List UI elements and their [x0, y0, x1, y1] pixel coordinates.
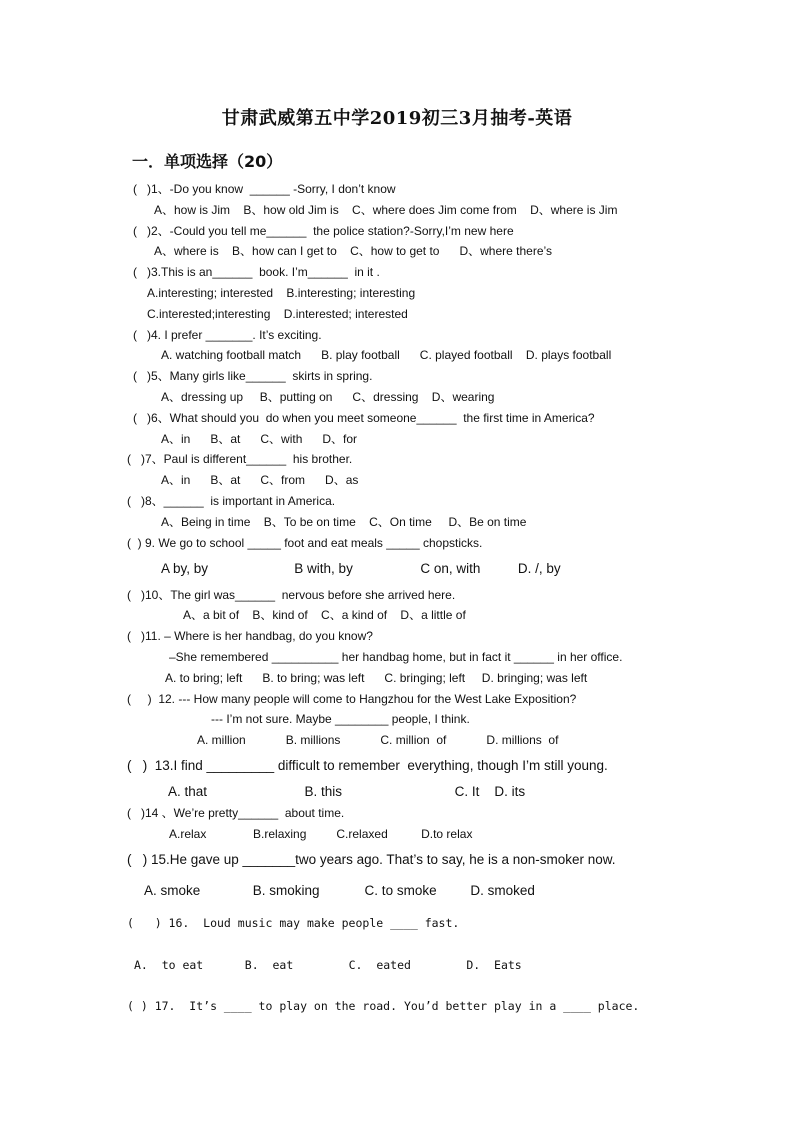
question-7: ( )7、Paul is different______ his brother. — [127, 452, 353, 466]
options-6: A、in B、at C、with D、for — [161, 432, 358, 446]
options-2: A、where is B、how can I get to C、how to get to D、where there’s — [154, 244, 552, 258]
options-14: A.relax B.relaxing C.relaxed D.to relax — [169, 827, 473, 841]
options-16: A. to eat B. eat C. eated D. Eats — [134, 958, 522, 972]
question-3: ( )3.This is an______ book. I’m______ in it . — [133, 265, 380, 279]
options-5: A、dressing up B、putting on C、dressing D、wearing — [161, 390, 495, 404]
question-6: ( )6、What should you do when you meet someone______ the first time in America? — [133, 411, 595, 425]
question-15: ( ) 15.He gave up _______two years ago. That’s to say, he is a non-smoker now. — [127, 852, 616, 867]
question-16: ( ) 16. Loud music may make people ____ fast. — [127, 916, 460, 930]
options-7: A、in B、at C、from D、as — [161, 473, 359, 487]
options-4: A. watching football match B. play football C. played football D. plays football — [161, 348, 612, 362]
question-12-line-2: --- I’m not sure. Maybe ________ people, I think. — [211, 712, 470, 726]
question-9: ( ) 9. We go to school _____ foot and eat meals _____ chopsticks. — [127, 536, 483, 550]
question-4: ( )4. I prefer _______. It’s exciting. — [133, 328, 322, 342]
question-17: ( ) 17. It’s ____ to play on the road. You’d better play in a ____ place. — [127, 999, 640, 1013]
options-15: A. smoke B. smoking C. to smoke D. smoked — [144, 883, 535, 898]
question-14: ( )14 、We’re pretty______ about time. — [127, 806, 345, 820]
options-9: A by, by B with, by C on, with D. /, by — [161, 561, 561, 576]
options-11: A. to bring; left B. to bring; was left C. bringing; left D. bringing; was left — [165, 671, 588, 685]
question-11-line-2: –She remembered __________ her handbag home, but in fact it ______ in her office. — [169, 650, 623, 664]
question-1: ( )1、-Do you know ______ -Sorry, I don’t know — [133, 182, 396, 196]
question-11: ( )11. – Where is her handbag, do you know? — [127, 629, 373, 643]
options-8: A、Being in time B、To be on time C、On time D、Be on time — [161, 515, 527, 529]
options-1: A、how is Jim B、how old Jim is C、where does Jim come from D、where is Jim — [154, 203, 618, 217]
question-8: ( )8、______ is important in America. — [127, 494, 336, 508]
question-2: ( )2、-Could you tell me______ the police station?-Sorry,I’m new here — [133, 224, 514, 238]
options-3-row-1: A.interesting; interested B.interesting; interesting — [147, 286, 416, 300]
options-12: A. million B. millions C. million of D. millions of — [197, 733, 559, 747]
options-13: A. that B. this C. It D. its — [168, 784, 526, 799]
options-3-row-2: C.interested;interesting D.interested; interested — [147, 307, 408, 321]
options-10: A、a bit of B、kind of C、a kind of D、a little of — [183, 608, 466, 622]
question-10: ( )10、The girl was______ nervous before she arrived here. — [127, 588, 456, 602]
question-12: ( ) 12. --- How many people will come to Hangzhou for the West Lake Exposition? — [127, 692, 577, 706]
question-5: ( )5、Many girls like______ skirts in spring. — [133, 369, 373, 383]
page-title: 甘肃武威第五中学2019初三3月抽考-英语 — [221, 108, 573, 129]
section-heading: 一．单项选择（20） — [132, 152, 283, 171]
question-13: ( ) 13.I find _________ difficult to remember everything, though I’m still young. — [127, 758, 608, 773]
